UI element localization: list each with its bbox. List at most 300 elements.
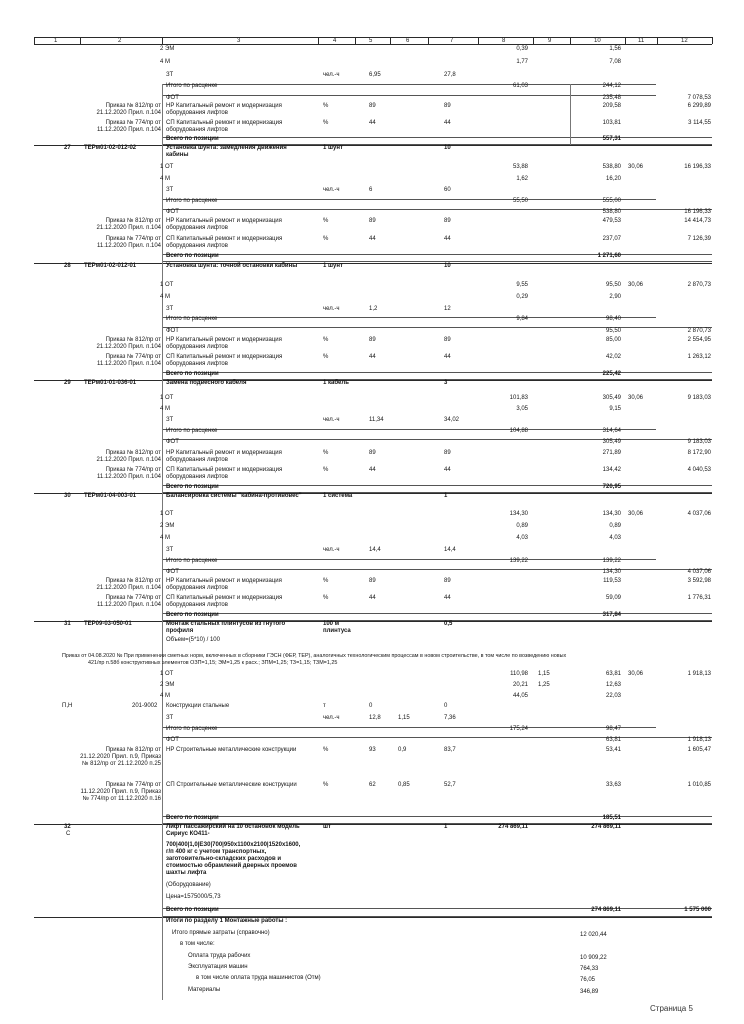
cell-col8: 175,24 (509, 726, 528, 732)
cell-col7: 44 (444, 595, 451, 601)
cell-col3: ФОТ (166, 95, 179, 101)
cell-col2: 21.12.2020 Прил. п.9, Приказ (80, 754, 161, 760)
subtotal-rule (162, 209, 712, 210)
cell-col10: 274 869,11 (591, 907, 621, 913)
cell-col1: 30 (64, 493, 71, 499)
header-divider (355, 37, 356, 44)
cell-col3: ЗТ (166, 72, 174, 78)
column-header-12: 12 (681, 38, 688, 44)
header-divider (570, 37, 571, 44)
cell-col7: 7,36 (444, 715, 456, 721)
cell-col3: оборудования лифтов (166, 110, 228, 116)
cell-col3: 4 М (160, 294, 171, 300)
cell-col3: Всего по позиции (166, 815, 219, 821)
cell-col3: оборудования лифтов (166, 243, 228, 249)
cell-col10: 274 869,11 (591, 824, 621, 830)
cell-col1: 27 (64, 145, 71, 151)
cell-col8: 9,84 (516, 316, 528, 322)
cell-col12: 4 037,06 (687, 569, 711, 575)
cell-col3: (Оборудование) (166, 882, 211, 888)
cell-col3: СП Капитальный ремонт и модернизация (166, 467, 283, 473)
cell-col3: Замена подвесного кабеля (166, 380, 247, 386)
cell-col3: Конструкции стальные (166, 703, 230, 709)
cell-col3: профиля (166, 628, 194, 634)
cell-col10: 9,15 (609, 406, 621, 412)
cell-col3: ФОТ (166, 569, 179, 575)
cell-col7: 12 (444, 306, 451, 312)
cell-col10: 85,00 (605, 337, 621, 343)
cell-col12: 6 299,89 (687, 103, 711, 109)
cell-col3: ЗТ (166, 547, 174, 553)
subtotal-rule (162, 485, 712, 486)
cell-col3: оборудования лифтов (166, 344, 228, 350)
subtotal-rule (162, 559, 656, 560)
cell-col3: заготовительно-складских расходов и (166, 856, 282, 862)
cell-col3: Итого по расценке (166, 558, 218, 564)
cell-col1: 31 (64, 621, 71, 627)
cell-col8: 0,39 (516, 46, 528, 52)
cell-col10: 95,50 (605, 328, 621, 334)
cell-col4: чел.-ч (323, 417, 340, 423)
cell-col12: 1 575 000 (684, 907, 711, 913)
cell-col2: 11.12.2020 Прил. п.104 (96, 127, 161, 133)
header-rule (34, 37, 712, 38)
cell-col3: Всего по позиции (166, 907, 219, 913)
cell-col4: 1 шунт (323, 145, 343, 151)
cell-col5: 44 (369, 236, 376, 242)
column-header-1: 1 (54, 38, 58, 44)
column-divider (162, 84, 163, 1000)
column-header-6: 6 (406, 38, 410, 44)
cell-col7: 1 (444, 824, 448, 830)
cell-col7: 10 (444, 145, 451, 151)
cell-col1: П,Н (62, 703, 73, 709)
cell-col8: 3,05 (516, 406, 528, 412)
cell-col7: 60 (444, 187, 451, 193)
cell-col4: % (323, 782, 329, 788)
cell-col12: 9 183,03 (687, 439, 711, 445)
subtotal-rule (162, 737, 712, 738)
header-divider (318, 37, 319, 44)
cell-col2: 11.12.2020 Прил. п.9, Приказ (80, 789, 161, 795)
cell-col8: 55,50 (512, 198, 528, 204)
cell-col5: 89 (369, 337, 376, 343)
cell-col4: % (323, 354, 329, 360)
cell-col2: Приказ № 812/пр от (105, 103, 161, 109)
cell-col10: 1 271,60 (597, 253, 621, 259)
cell-col8: 4,03 (516, 535, 528, 541)
cell-col12: 14 414,73 (684, 218, 711, 224)
subtotal-rule (162, 317, 656, 318)
cell-col10: 134,30 (602, 511, 621, 517)
cell-col5: 89 (369, 450, 376, 456)
cell-col7: 3 (444, 380, 448, 386)
cell-col10: 2,90 (609, 294, 621, 300)
cell-col8: 53,88 (512, 164, 528, 170)
subtotal-rule (162, 429, 656, 430)
cell-col7: 89 (444, 218, 451, 224)
cell-col7: 44 (444, 236, 451, 242)
cell-col12: 4 040,53 (687, 467, 711, 473)
cell-col5: 89 (369, 578, 376, 584)
cell-col2: Приказ № 812/пр от (105, 337, 161, 343)
cell-col12: 2 870,73 (687, 282, 711, 288)
cell-col3: Лифт пассажирский на 10 остановок модель (166, 824, 300, 830)
cell-col7: 89 (444, 337, 451, 343)
header-divider (712, 37, 713, 44)
column-header-11: 11 (638, 38, 645, 44)
cell-col12: 7 078,53 (687, 95, 711, 101)
cell-col3: 4 М (160, 693, 171, 699)
cell-col3: СП Строительные металлические конструкции (166, 782, 297, 788)
cell-col9: 1,25 (538, 682, 550, 688)
cell-col3: 4 М (160, 176, 171, 182)
cell-col2: ТЕРм01-02-012-02 (84, 145, 137, 151)
cell-col10: 209,58 (602, 103, 621, 109)
cell-col2: Приказ № 774/пр от (105, 595, 161, 601)
cell-col10: 63,81 (605, 671, 621, 677)
cell-col12: 1 918,13 (687, 737, 711, 743)
cell-col10: 63,81 (605, 737, 621, 743)
cell-col7: 0,5 (444, 621, 453, 627)
cell-col3: 4 М (160, 535, 171, 541)
position-separator (34, 621, 712, 622)
cell-col8: 9,55 (516, 282, 528, 288)
cell-col2: ТЕРм01-02-012-01 (84, 263, 137, 269)
cell-col10: 134,30 (602, 569, 621, 575)
cell-col12: 2 554,95 (687, 337, 711, 343)
cell-col3: НР Капитальный ремонт и модернизация (166, 578, 282, 584)
cell-col2: 11.12.2020 Прил. п.104 (96, 474, 161, 480)
cell-col4: чел.-ч (323, 715, 340, 721)
cell-col11: 30,06 (628, 671, 644, 677)
cell-col8: 101,83 (509, 395, 528, 401)
cell-col11: 30,06 (628, 395, 644, 401)
position-separator (34, 917, 712, 918)
cell-col8: 139,22 (509, 558, 528, 564)
cell-col5: 1,2 (369, 306, 378, 312)
summary-value: 764,33 (580, 966, 599, 972)
cell-col5: 93 (369, 747, 376, 753)
cell-col1: 32 (64, 824, 71, 830)
cell-col4: чел.-ч (323, 72, 340, 78)
cell-col3: СП Капитальный ремонт и модернизация (166, 236, 283, 242)
cell-col3: Всего по позиции (166, 371, 219, 377)
cell-col12: 2 870,73 (687, 328, 711, 334)
cell-col7: 89 (444, 103, 451, 109)
cell-col10: 4,03 (609, 535, 621, 541)
cell-col7: 1 (444, 493, 448, 499)
cell-col12: 16 196,33 (684, 209, 711, 215)
cell-col4: % (323, 450, 329, 456)
note-line: 421/пр п.58б конструктивных элементов ОЗП=1,15; ЭМ=1,25 к расх.; ЗПМ=1,25; ТЗ=1,15; ТЗМ=1,25 (88, 660, 338, 666)
cell-col10: 33,63 (605, 782, 621, 788)
cell-col5: 89 (369, 218, 376, 224)
cell-col3: кабины (166, 152, 189, 158)
cell-col3: НР Капитальный ремонт и модернизация (166, 450, 282, 456)
cell-col3: ЗТ (166, 715, 174, 721)
cell-col4: 1 система (323, 493, 353, 499)
cell-col3: оборудования лифтов (166, 474, 228, 480)
cell-col12: 7 126,39 (687, 236, 711, 242)
column-header-8: 8 (502, 38, 506, 44)
cell-col4: плинтуса (323, 628, 351, 634)
cell-col3: НР Капитальный ремонт и модернизация (166, 337, 282, 343)
header-divider (80, 37, 81, 44)
cell-col3: 1 ОТ (160, 282, 174, 288)
subtotal-rule (162, 908, 712, 909)
cell-col4: % (323, 337, 329, 343)
cell-col10: 95,50 (605, 282, 621, 288)
cell-col8: 110,98 (510, 671, 528, 677)
header-rule (34, 44, 712, 45)
cell-col4: % (323, 595, 329, 601)
cell-col2: Приказ № 774/пр от (105, 236, 161, 242)
cell-col3: 1 ОТ (160, 671, 174, 677)
cell-col2: 21.12.2020 Прил. п.104 (96, 110, 161, 116)
cell-col5: 89 (369, 103, 376, 109)
cell-col7: 34,02 (444, 417, 460, 423)
cell-col7: 44 (444, 467, 451, 473)
cell-col5: 11,34 (369, 417, 384, 423)
cell-col2: Приказ № 812/пр от (105, 747, 161, 753)
cell-col5: 62 (369, 782, 376, 788)
cell-col2: 11.12.2020 Прил. п.104 (96, 361, 161, 367)
cell-col10: 235,48 (602, 95, 621, 101)
cell-col3: Сириус КО411- (166, 831, 210, 837)
cell-col3: 2 ЭМ (160, 523, 175, 529)
column-divider (570, 84, 571, 145)
cell-col8: 104,88 (509, 428, 528, 434)
cell-col7: 89 (444, 578, 451, 584)
header-divider (478, 37, 479, 44)
cell-col11: 30,06 (628, 164, 644, 170)
cell-col10: 119,53 (603, 578, 621, 584)
cell-col10: 314,64 (602, 428, 621, 434)
cell-col3: Всего по позиции (166, 253, 219, 259)
cell-col4: % (323, 747, 329, 753)
column-header-7: 7 (450, 38, 454, 44)
cell-col8: 0,29 (516, 294, 528, 300)
cell-col5: 44 (369, 354, 376, 360)
cell-col7: 10 (444, 263, 451, 269)
cell-col3: Монтаж стальных плинтусов из гнутого (166, 621, 286, 627)
cell-col7: 0 (444, 703, 448, 709)
cell-col10: 98,40 (605, 316, 621, 322)
cell-col12: 3 114,55 (688, 120, 711, 126)
cell-col10: 134,42 (602, 467, 621, 473)
subtotal-rule (162, 727, 656, 728)
cell-col2: № 774/пр от 11.12.2020 п.16 (82, 796, 161, 802)
cell-col6: 0,85 (398, 782, 410, 788)
cell-col3: 1 ОТ (160, 395, 174, 401)
cell-col5: 0 (369, 703, 373, 709)
header-divider (162, 37, 163, 44)
cell-col3: 2 ЭМ (160, 46, 175, 52)
cell-col3: 4 М (160, 406, 171, 412)
header-divider (428, 37, 429, 44)
cell-col12: 1 605,47 (687, 747, 711, 753)
cell-col4: % (323, 120, 329, 126)
cell-col2: 21.12.2020 Прил. п.104 (96, 457, 161, 463)
summary-label: Оплата труда рабочих (188, 953, 251, 959)
cell-col3: 1 ОТ (160, 164, 174, 170)
cell-col2: ТЕРм01-04-003-01 (84, 493, 137, 499)
cell-col10: 12,63 (605, 682, 621, 688)
cell-col3: оборудования лифтов (166, 127, 228, 133)
cell-col10: 0,89 (609, 523, 621, 529)
header-divider (657, 37, 658, 44)
cell-col12: 16 196,33 (684, 164, 711, 170)
header-divider (625, 37, 626, 44)
cell-col4: % (323, 467, 329, 473)
cell-col3: Установка шунта: замедления движения (166, 145, 287, 151)
cell-col3: оборудования лифтов (166, 602, 228, 608)
cell-col2: 11.12.2020 Прил. п.104 (96, 243, 161, 249)
cell-col2: Приказ № 774/пр от (105, 467, 161, 473)
cell-col7: 44 (444, 120, 451, 126)
cell-col5: 44 (369, 120, 376, 126)
column-header-5: 5 (369, 38, 373, 44)
cell-col3: Итоги по разделу 1 Монтажные работы : (166, 918, 288, 924)
cell-col4: 100 м (323, 621, 340, 627)
cell-col4: % (323, 236, 329, 242)
subtotal-rule (162, 327, 712, 328)
header-divider (390, 37, 391, 44)
cell-col10: 237,07 (602, 236, 621, 242)
header-divider (34, 37, 35, 44)
summary-value: 76,05 (580, 977, 596, 983)
cell-col3: оборудования лифтов (166, 585, 228, 591)
cell-col3: ЗТ (166, 306, 174, 312)
cell-col8: 274 869,11 (498, 824, 528, 830)
cell-col7: 14,4 (444, 547, 456, 553)
cell-col3: Итого по расценке (166, 316, 218, 322)
cell-col3: Итого по расценке (166, 428, 218, 434)
cell-col11: 30,06 (628, 511, 644, 517)
subtotal-rule (162, 95, 656, 96)
cell-col12: 9 183,03 (687, 395, 711, 401)
cell-col7: 44 (444, 354, 451, 360)
subtotal-rule (162, 84, 656, 85)
cell-col3: ЗТ (166, 187, 174, 193)
cell-col3: оборудования лифтов (166, 225, 228, 231)
cell-col2: Приказ № 812/пр от (105, 218, 161, 224)
column-header-10: 10 (594, 38, 601, 44)
subtotal-rule (162, 372, 712, 373)
column-header-2: 2 (118, 38, 122, 44)
cell-col2: Приказ № 812/пр от (105, 450, 161, 456)
cell-col7: 52,7 (444, 782, 456, 788)
header-divider (533, 37, 534, 44)
cell-col2: ТЕР09-03-050-01 (84, 621, 132, 627)
cell-col10: 16,20 (605, 176, 621, 182)
cell-col3: Итого по расценке (166, 726, 218, 732)
summary-value: 10 909,22 (580, 955, 607, 961)
cell-col3: г/п 400 кг с учетом транспортных, (166, 849, 267, 855)
cell-col2: ТЕРм01-01-036-01 (84, 380, 137, 386)
cell-col10: 557,31 (602, 136, 621, 142)
summary-label: Эксплуатация машин (188, 964, 248, 970)
cell-col4: 1 шунт (323, 263, 343, 269)
cell-col4: шт (323, 824, 331, 830)
subtotal-rule (162, 916, 712, 917)
cell-col7: 27,8 (444, 72, 456, 78)
cell-col11: 30,06 (628, 282, 644, 288)
cell-col10: 720,95 (602, 484, 621, 490)
cell-col4: чел.-ч (323, 547, 340, 553)
cell-col2: Приказ № 774/пр от (105, 120, 161, 126)
cell-col8: 0,89 (516, 523, 528, 529)
cell-col10: 1,56 (609, 46, 621, 52)
cell-col1: С (66, 831, 71, 837)
cell-col12: 1 776,31 (687, 595, 711, 601)
cell-col10: 479,53 (602, 218, 621, 224)
cell-col8: 1,62 (516, 176, 528, 182)
cell-col7: 89 (444, 450, 451, 456)
cell-col3: Цена=1575000/5,73 (166, 894, 221, 900)
cell-col2: 201-9002 (132, 703, 158, 709)
cell-col8: 134,30 (509, 511, 528, 517)
cell-col10: 139,22 (602, 558, 621, 564)
cell-col3: СП Капитальный ремонт и модернизация (166, 120, 283, 126)
cell-col10: 98,47 (605, 726, 621, 732)
cell-col12: 1 010,85 (687, 782, 711, 788)
cell-col2: Приказ № 774/пр от (105, 782, 161, 788)
summary-label: Итого прямые затраты (справочно) (172, 930, 270, 936)
summary-value: 346,89 (580, 989, 599, 995)
page-number: Страница 5 (650, 1004, 693, 1013)
cell-col2: 21.12.2020 Прил. п.104 (96, 344, 161, 350)
cell-col3: ФОТ (166, 209, 179, 215)
subtotal-rule (162, 137, 712, 138)
cell-col10: 53,41 (605, 747, 621, 753)
cell-col3: стоимостью обрамлений дверных проемов (166, 863, 297, 869)
summary-value: 12 020,44 (580, 932, 607, 938)
column-header-3: 3 (237, 38, 241, 44)
cell-col3: ФОТ (166, 737, 179, 743)
cell-col12: 3 592,98 (687, 578, 711, 584)
summary-label: в том числе оплата труда машинистов (Отм) (196, 975, 321, 981)
cell-col3: 1 ОТ (160, 511, 174, 517)
cell-col3: оборудования лифтов (166, 361, 228, 367)
cell-col1: 29 (64, 380, 71, 386)
cell-col10: 42,02 (605, 354, 621, 360)
cell-col4: % (323, 578, 329, 584)
cell-col6: 0,9 (398, 747, 407, 753)
cell-col10: 103,81 (602, 120, 621, 126)
cell-col12: 1 263,12 (687, 354, 711, 360)
cell-col10: 7,08 (609, 59, 621, 65)
cell-col3: Балансировка системы "кабина-противовес" (166, 493, 302, 499)
cell-col1: 28 (64, 263, 71, 269)
cell-col7: 83,7 (444, 747, 456, 753)
cell-col10: 59,09 (605, 595, 621, 601)
cell-col4: чел.-ч (323, 306, 340, 312)
cell-col3: оборудования лифтов (166, 457, 228, 463)
subtotal-rule (162, 199, 656, 200)
cell-col4: чел.-ч (323, 187, 340, 193)
cell-col3: Всего по позиции (166, 484, 219, 490)
cell-col12: 8 172,90 (687, 450, 711, 456)
column-header-4: 4 (333, 38, 337, 44)
cell-col8: 20,21 (512, 682, 528, 688)
cell-col4: 1 кабель (323, 380, 349, 386)
cell-col2: Приказ № 774/пр от (105, 354, 161, 360)
subtotal-rule (162, 439, 712, 440)
cell-col2: Приказ № 812/пр от (105, 578, 161, 584)
cell-col10: 555,00 (602, 198, 621, 204)
